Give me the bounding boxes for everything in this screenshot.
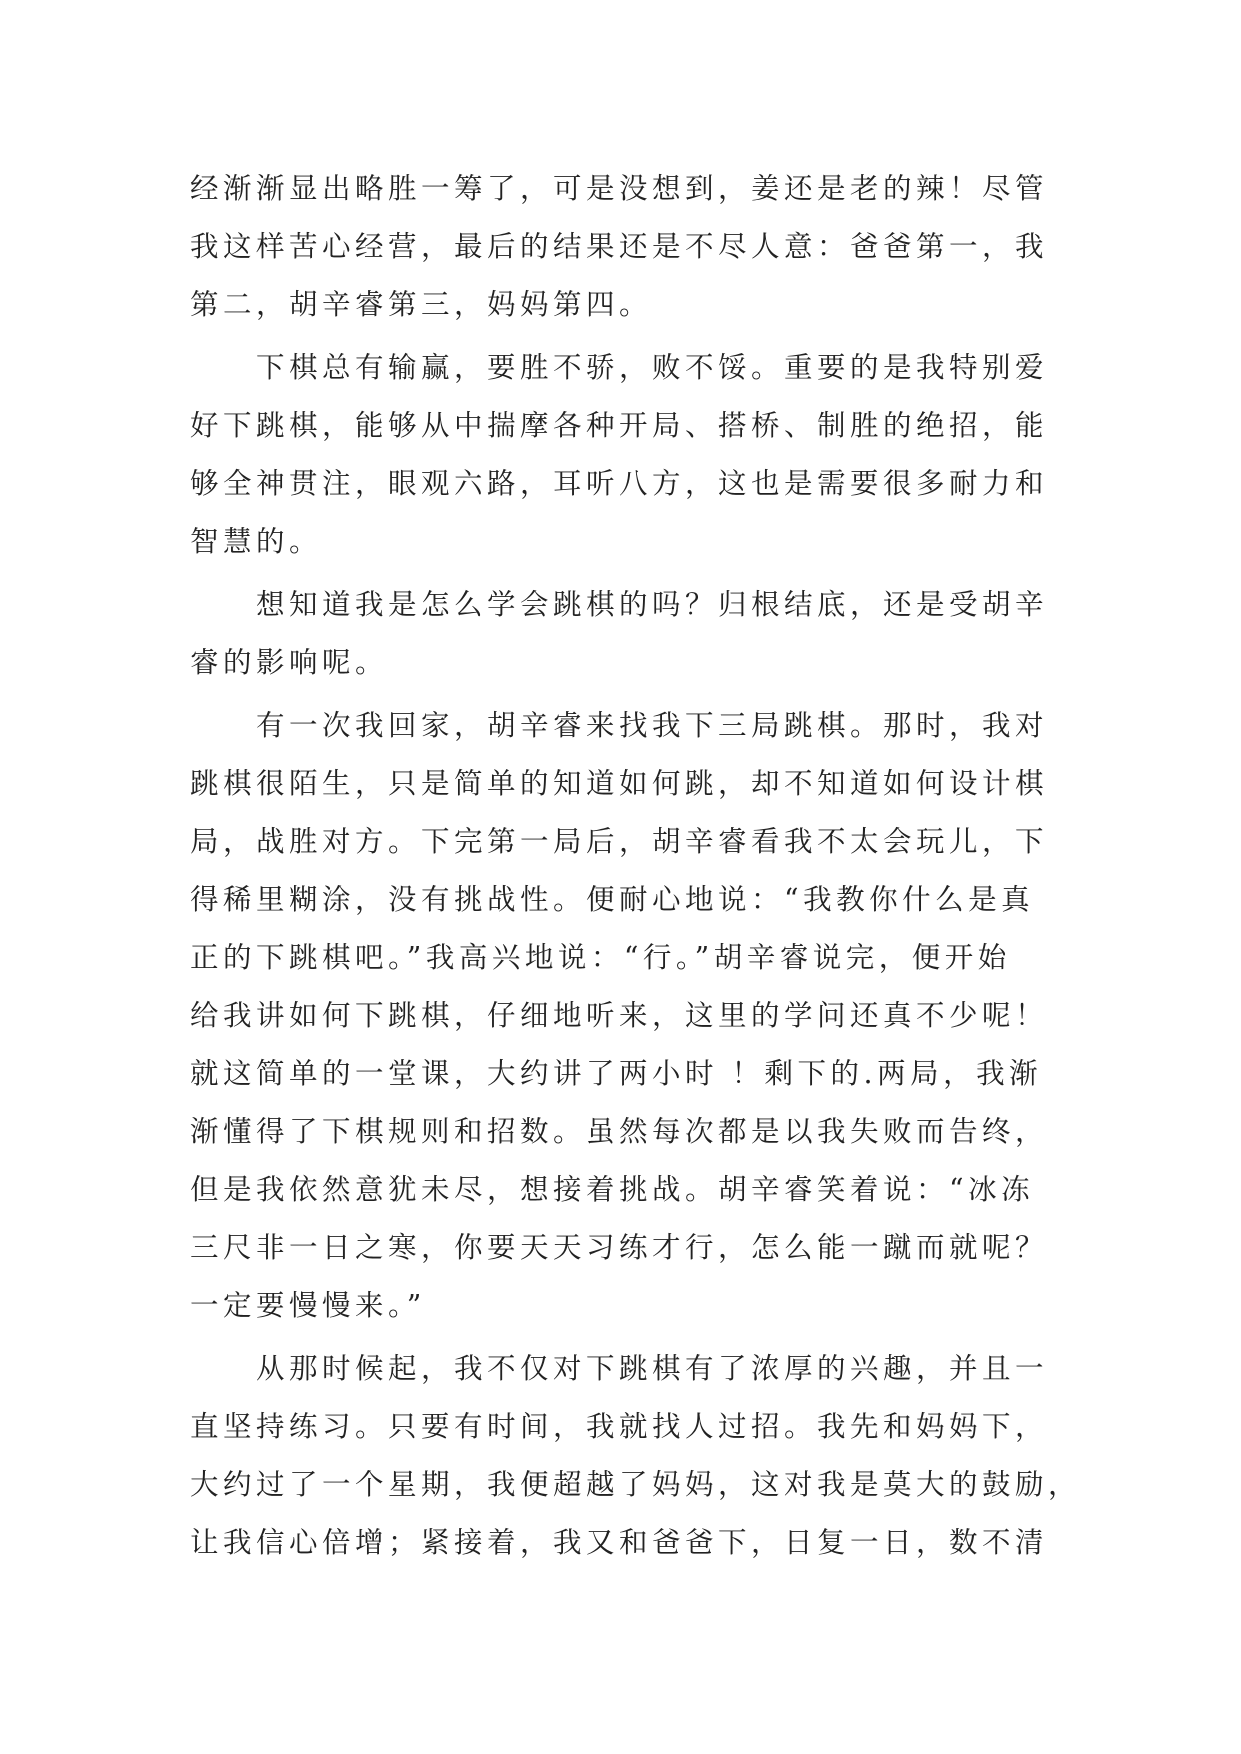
text-line: 渐懂得了下棋规则和招数。虽然每次都是以我失败而告终，	[190, 1115, 1049, 1148]
text-line: 从那时候起，我不仅对下跳棋有了浓厚的兴趣，并且一	[190, 1352, 1049, 1385]
text-line: 够全神贯注，眼观六路，耳听八方，这也是需要很多耐力和	[190, 467, 1049, 500]
text-line: 让我信心倍增；紧接着，我又和爸爸下，日复一日，数不清	[190, 1526, 1049, 1559]
text-line: 大约过了一个星期，我便超越了妈妈，这对我是莫大的鼓励，	[190, 1468, 1082, 1501]
text-line: 智慧的。	[190, 525, 323, 558]
paragraph	[190, 697, 1060, 1335]
text-line: 一定要慢慢来。”	[190, 1289, 426, 1322]
text-line: 好下跳棋，能够从中揣摩各种开局、搭桥、制胜的绝招，能	[190, 409, 1049, 442]
text-line: 有一次我回家，胡辛睿来找我下三局跳棋。那时，我对	[190, 709, 1049, 742]
text-line: 经渐渐显出略胜一筹了，可是没想到，姜还是老的辣！尽管	[190, 172, 1049, 205]
text-line: 下棋总有输赢，要胜不骄，败不馁。重要的是我特别爱	[190, 351, 1049, 384]
document-body	[190, 160, 1082, 1572]
text-line: 想知道我是怎么学会跳棋的吗？归根结底，还是受胡辛	[190, 588, 1049, 621]
paragraph	[190, 339, 1060, 571]
paragraph	[190, 576, 1060, 692]
text-line: 我这样苦心经营，最后的结果还是不尽人意：爸爸第一，我	[190, 230, 1049, 263]
paragraph	[190, 160, 1060, 334]
text-line: 正的下跳棋吧。”我高兴地说：“行。”胡辛睿说完，便开始	[190, 941, 1011, 974]
text-line: 跳棋很陌生，只是简单的知道如何跳，却不知道如何设计棋	[190, 767, 1049, 800]
text-line: 睿的影响呢。	[190, 646, 389, 679]
paragraph	[190, 1340, 1082, 1572]
text-line: 但是我依然意犹未尽，想接着挑战。胡辛睿笑着说：“冰冻	[190, 1173, 1035, 1206]
text-line: 得稀里糊涂，没有挑战性。便耐心地说：“我教你什么是真	[190, 883, 1035, 916]
text-line: 三尺非一日之寒，你要天天习练才行，怎么能一蹴而就呢？	[190, 1231, 1049, 1264]
text-line: 直坚持练习。只要有时间，我就找人过招。我先和妈妈下，	[190, 1410, 1049, 1443]
text-line: 第二，胡辛睿第三，妈妈第四。	[190, 288, 653, 321]
text-line: 就这简单的一堂课，大约讲了两小时 ！剩下的.两局，我渐	[190, 1057, 1043, 1090]
text-line: 局，战胜对方。下完第一局后，胡辛睿看我不太会玩儿，下	[190, 825, 1049, 858]
text-line: 给我讲如何下跳棋，仔细地听来，这里的学问还真不少呢！	[190, 999, 1049, 1032]
